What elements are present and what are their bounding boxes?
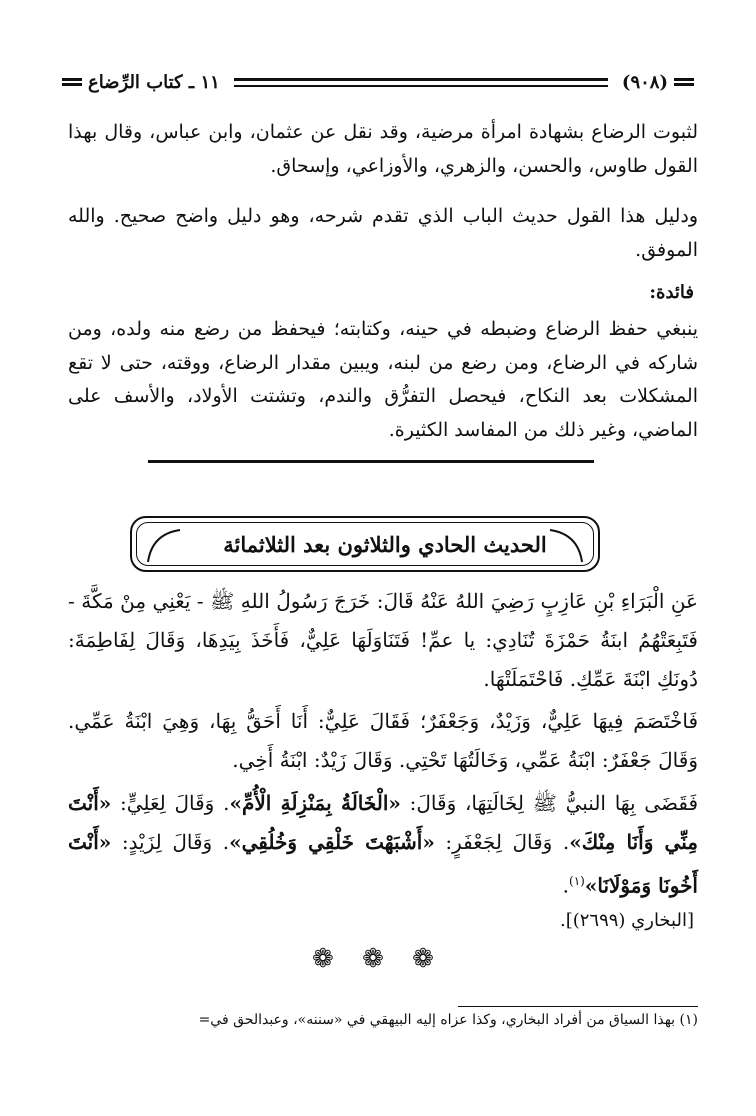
hadith-text: . وَقَالَ لِجَعْفَرٍ:	[434, 830, 570, 854]
corner-arc-icon	[548, 524, 588, 564]
footnote-rule	[458, 1006, 698, 1007]
header-mark-right	[674, 78, 694, 86]
footnote: (١) بهذا السياق من أفراد البخاري، وكذا عزاه إليه البيهقي في «سننه»، وعبدالحق في=	[198, 1012, 698, 1028]
hadith-text: فَقَضَى بِهَا النبيُّ ﷺ لِخَالَتِهَا، وَقَالَ:	[400, 791, 699, 815]
hadith-text: .	[562, 873, 570, 898]
header-rule	[234, 78, 608, 87]
section-divider	[148, 460, 594, 463]
faida-label: فائدة:	[649, 282, 694, 303]
hadith-source: [البخاري (٢٦٩٩)].	[559, 910, 694, 931]
separator-ornament-icon: ❁ ❁ ❁	[312, 944, 444, 974]
prophet-quote: «أَنْتَ أَخُونَا وَمَوْلَانَا»	[68, 830, 698, 898]
page-number: (٩٠٨)	[621, 71, 668, 93]
footnote-marker[interactable]: (١)	[569, 874, 585, 888]
chapter-title: ١١ ـ كتاب الرِّضاع	[88, 71, 220, 93]
hadith-title-box	[130, 516, 600, 572]
paragraph-rada-evidence: لثبوت الرضاع بشهادة امرأة مرضية، وقد نقل عن عثمان، وابن عباس، وقال بهذا القول طاوس، والحسن، والزهري، والأوزاعي، وإسحاق.	[68, 121, 698, 177]
prophet-quote: «أَنْتَ مِنِّي وَأَنَا مِنْكَ»	[68, 791, 698, 854]
hadith-title: الحديث الحادي والثلاثون بعد الثلاثمائة	[223, 531, 547, 557]
hadith-text: . وَقَالَ لِعَلِيٍّ:	[111, 791, 230, 815]
page-header	[62, 64, 694, 100]
hadith-paragraph-1: عَنِ الْبَرَاءِ بْنِ عَازِبٍ رَضِيَ اللهُ عَنْهُ قَالَ: خَرَجَ رَسُولُ اللهِ ﷺ - يَعْنِي مِنْ مَكَّةَ - فَتَبِعَتْهُمُ ابنَةُ حَمْزَةَ تُنَادِي: يا عمِّ! فَتَنَاوَلَهَا عَلِيٌّ، فَأَخَذَ بِيَدِهَا، وَقَالَ لِفَاطِمَةَ: دُونَكِ ابْنَةَ عَمِّكِ. فَاحْتَمَلَتْهَا.	[68, 589, 698, 691]
prophet-quote: «أَشْبَهْتَ خَلْقِي وَخُلُقِي»	[229, 830, 435, 854]
hadith-paragraph-2: فَاخْتَصَمَ فِيهَا عَلِيٌّ، وَزَيْدٌ، وَجَعْفَرٌ؛ فَقَالَ عَلِيٌّ: أَنَا أَحَقُّ بِهَا، وَهِيَ ابْنَةُ عَمِّي. وَقَالَ جَعْفَرٌ: ابْنَةُ عَمِّي، وَخَالَتُهَا تَحْتِي. وَقَالَ زَيْدٌ: ابْنَةُ أَخِي.	[68, 709, 698, 772]
hadith-text: . وَقَالَ لِزَيْدٍ:	[111, 830, 230, 854]
faida-text: ينبغي حفظ الرضاع وضبطه في حينه، وكتابته؛ فيحفظ من رضع منه ولده، ومن شاركه في الرضاع، ومن رضع من لبنه، ويبين مقدار الرضاع، ووقته، حتى لا تقع المشكلات بعد النكاح، فيحصل التفرُّق والندم، وتشتت الأولاد، والأسف على الماضي، وغير ذلك من المفاسد الكثيرة.	[68, 318, 698, 441]
hadith-title-frame	[136, 522, 594, 566]
prophet-quote: «الْخَالَةُ بِمَنْزِلَةِ الْأُمِّ»	[229, 791, 401, 815]
corner-arc-icon	[142, 524, 182, 564]
paragraph-evidence-hadith: ودليل هذا القول حديث الباب الذي تقدم شرحه، وهو دليل واضح صحيح. والله الموفق.	[68, 205, 698, 261]
hadith-paragraph-3	[68, 784, 698, 906]
header-mark-left	[62, 78, 82, 86]
